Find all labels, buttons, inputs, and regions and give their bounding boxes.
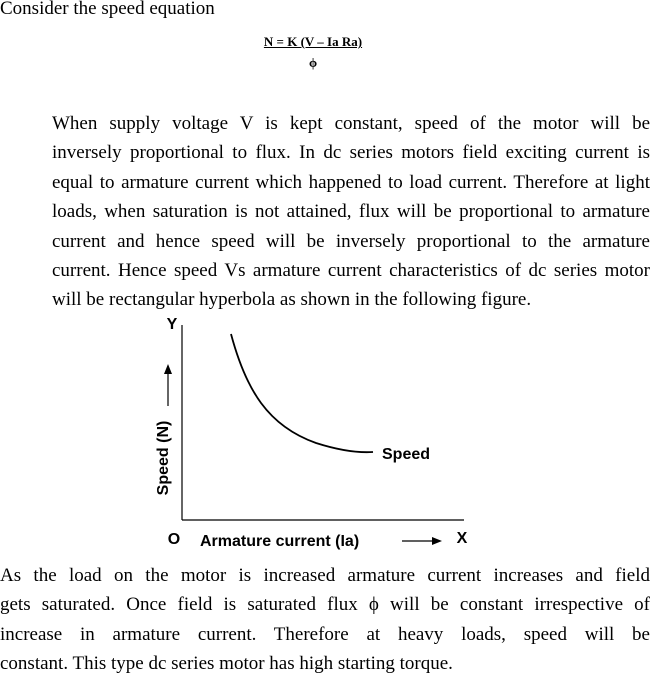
x-arrow-head — [432, 537, 442, 545]
paragraph-line: loads, when saturation is not attained, flux will be proportional to armature — [52, 201, 650, 223]
speed-current-figure — [148, 310, 478, 555]
speed-equation — [253, 34, 373, 71]
paragraph-heavy-load — [0, 561, 650, 679]
paragraph-line: increase in armature current. Therefore at heavy loads, speed will be — [0, 623, 650, 645]
paragraph-line: As the load on the motor is increased armature current increases and field — [0, 565, 650, 586]
paragraph-line: When supply voltage V is kept constant, speed of the motor will be — [52, 113, 650, 134]
paragraph-line: current. Hence speed Vs armature current characteristics of dc series motor — [52, 260, 650, 282]
y-arrow-head — [164, 364, 172, 374]
paragraph-line: will be rectangular hyperbola as shown in the following figure. — [52, 289, 532, 311]
origin-label: O — [167, 531, 181, 548]
paragraph-line: inversely proportional to flux. In dc series motors field exciting current is — [52, 142, 650, 164]
x-axis-title: Armature current (Ia) — [200, 533, 360, 550]
paragraph-line: gets saturated. Once field is saturated flux ϕ will be constant irrespective of — [0, 594, 650, 616]
intro-text: Consider the speed equation — [0, 0, 215, 19]
y-axis-title: Speed (N) — [155, 420, 172, 496]
paragraph-line: constant. This type dc series motor has high starting torque. — [0, 653, 453, 675]
figure-drawing — [148, 310, 478, 555]
curve-label: Speed — [382, 446, 431, 463]
paragraph-light-load — [0, 109, 650, 315]
speed-curve — [231, 334, 373, 452]
paragraph-line: current and hence speed will be inversely proportional to the armature — [52, 230, 650, 252]
y-axis-letter: Y — [166, 316, 178, 333]
equation-denominator: ϕ — [308, 55, 318, 70]
paragraph-line: equal to armature current which happened to load current. Therefore at light — [52, 171, 650, 193]
x-axis-letter: X — [456, 530, 468, 547]
equation-numerator: N = K (V – Ia Ra) — [263, 34, 363, 49]
